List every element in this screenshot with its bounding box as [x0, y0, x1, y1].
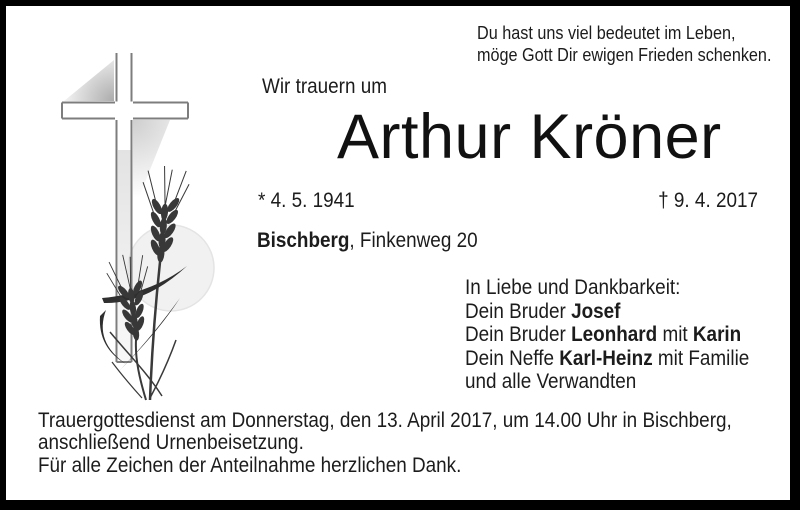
mourner-line: und alle Verwandten — [465, 370, 637, 393]
epigraph-line: Du hast uns viel bedeutet im Leben, — [477, 23, 736, 43]
death-date: † 9. 4. 2017 — [658, 189, 758, 212]
funeral-info-line: Trauergottesdienst am Donnerstag, den 13. April 2017, um 14.00 Uhr in Bischberg, — [38, 409, 732, 432]
mourners-block — [465, 276, 749, 394]
mourner-line: Dein Bruder Josef — [465, 299, 621, 323]
cross-shading-upper — [64, 60, 114, 101]
funeral-info-line: Für alle Zeichen der Anteilnahme herzlichen Dank. — [38, 453, 462, 477]
mourner-line: Dein Neffe Karl-Heinz mit Familie — [465, 346, 750, 370]
epigraph-line: möge Gott Dir ewigen Frieden schenken. — [477, 44, 772, 65]
funeral-info-line: anschließend Urnenbeisetzung. — [38, 431, 304, 455]
cross-shading-right — [133, 120, 170, 212]
mourners-heading: In Liebe und Dankbarkeit: — [465, 276, 681, 299]
birth-date: * 4. 5. 1941 — [258, 189, 355, 212]
funeral-info — [38, 410, 732, 477]
deceased-name: Arthur Kröner — [337, 102, 722, 172]
mourner-line: Dein Bruder Leonhard mit Karin — [465, 323, 742, 346]
cross-wheat-illustration — [40, 40, 215, 410]
residence-line: Bischberg, Finkenweg 20 — [257, 229, 478, 252]
intro-line: Wir trauern um — [262, 75, 387, 98]
epigraph — [477, 23, 771, 66]
